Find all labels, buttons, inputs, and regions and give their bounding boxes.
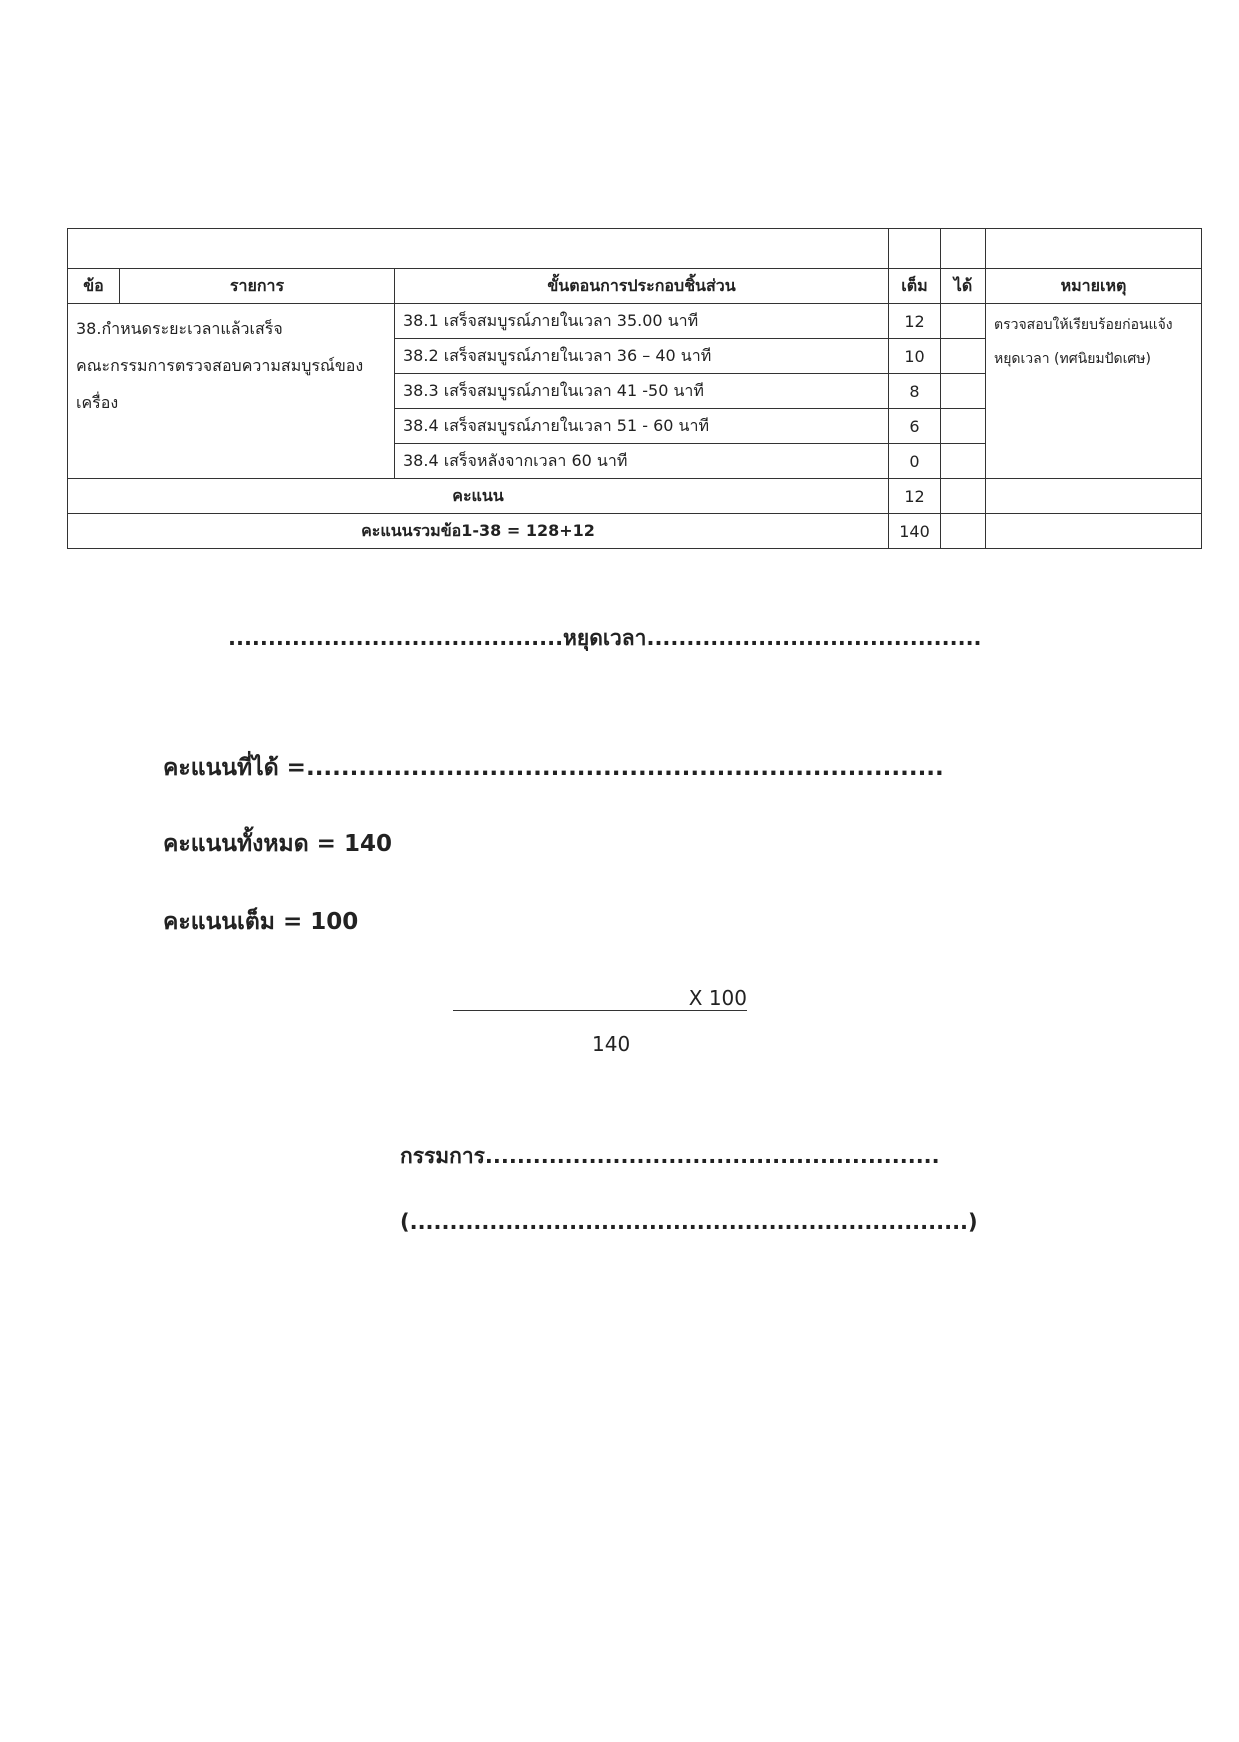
step-cell: 38.3 เสร็จสมบูรณ์ภายในเวลา 41 -50 นาที bbox=[395, 374, 889, 409]
committee-signature-line: กรรมการ......................................................... bbox=[400, 1144, 940, 1168]
item-cell bbox=[68, 304, 395, 479]
remark-cell: ตรวจสอบให้เรียบร้อยก่อนแจ้ง หยุดเวลา (ทศนิยมปัดเศษ) bbox=[986, 304, 1202, 479]
total-label: คะแนนรวมข้อ1-38 = 128+12 bbox=[68, 514, 889, 549]
step-cell: 38.2 เสร็จสมบูรณ์ภายในเวลา 36 – 40 นาที bbox=[395, 339, 889, 374]
full-score: 10 bbox=[889, 339, 941, 374]
score-label: คะแนน bbox=[68, 479, 889, 514]
got-score[interactable] bbox=[941, 304, 986, 339]
score-value: 12 bbox=[889, 479, 941, 514]
score-full: คะแนนเต็ม = 100 bbox=[163, 909, 359, 935]
step-cell: 38.4 เสร็จหลังจากเวลา 60 นาที bbox=[395, 444, 889, 479]
got-score[interactable] bbox=[941, 339, 986, 374]
step-cell: 38.4 เสร็จสมบูรณ์ภายในเวลา 51 - 60 นาที bbox=[395, 409, 889, 444]
full-score: 12 bbox=[889, 304, 941, 339]
header-got: ได้ bbox=[941, 269, 986, 304]
got-score[interactable] bbox=[941, 479, 986, 514]
full-score: 0 bbox=[889, 444, 941, 479]
item-desc: คณะกรรมการตรวจสอบความสมบูรณ์ของเครื่อง bbox=[76, 356, 364, 412]
got-score[interactable] bbox=[941, 444, 986, 479]
score-obtained: คะแนนที่ได้ =......................................................................... bbox=[163, 755, 944, 781]
full-score: 6 bbox=[889, 409, 941, 444]
full-score: 8 bbox=[889, 374, 941, 409]
committee-name-line: (......................................................................) bbox=[400, 1210, 978, 1234]
blank-cell bbox=[986, 229, 1202, 269]
header-no: ข้อ bbox=[68, 269, 120, 304]
header-full: เต็ม bbox=[889, 269, 941, 304]
blank-cell bbox=[986, 479, 1202, 514]
blank-cell bbox=[68, 229, 889, 269]
got-score[interactable] bbox=[941, 514, 986, 549]
scoring-table bbox=[67, 228, 1202, 549]
header-steps: ขั้นตอนการประกอบชิ้นส่วน bbox=[395, 269, 889, 304]
got-score[interactable] bbox=[941, 409, 986, 444]
blank-cell bbox=[986, 514, 1202, 549]
blank-cell bbox=[889, 229, 941, 269]
score-total: คะแนนทั้งหมด = 140 bbox=[163, 831, 392, 857]
step-cell: 38.1 เสร็จสมบูรณ์ภายในเวลา 35.00 นาที bbox=[395, 304, 889, 339]
item-title: 38.กำหนดระยะเวลาแล้วเสร็จ bbox=[76, 319, 283, 338]
header-remark: หมายเหตุ bbox=[986, 269, 1202, 304]
total-value: 140 bbox=[889, 514, 941, 549]
blank-cell bbox=[941, 229, 986, 269]
header-item: รายการ bbox=[120, 269, 395, 304]
formula-numerator: X 100 bbox=[453, 986, 747, 1011]
got-score[interactable] bbox=[941, 374, 986, 409]
stop-time-line: ..........................................หยุดเวลา.......................................... bbox=[228, 626, 982, 650]
formula-denominator: 140 bbox=[592, 1032, 631, 1056]
